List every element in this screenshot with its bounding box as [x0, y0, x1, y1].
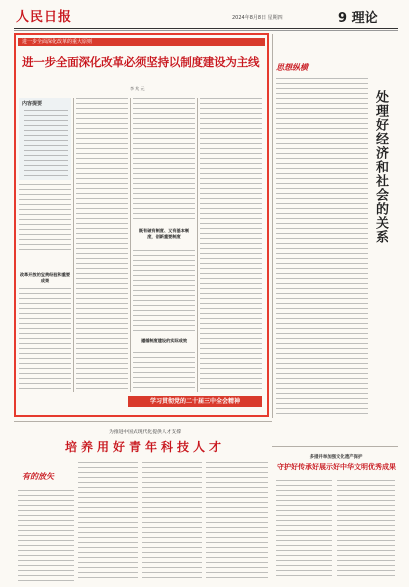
- dateline: 2024年8月8日 星期四: [232, 15, 283, 21]
- article-column-1b: [19, 288, 71, 392]
- right-column-text: [276, 78, 368, 418]
- left-bottom-title[interactable]: 培养用好青年科技人才: [64, 440, 225, 454]
- summary-text: [24, 110, 68, 178]
- study-banner: 学习贯彻党的二十届三中全会精神: [128, 396, 262, 407]
- column-divider: [130, 98, 131, 392]
- article-column-1a: [19, 184, 71, 254]
- left-bottom-col-1: [18, 490, 74, 582]
- right-bottom-col-1: [276, 480, 332, 580]
- article-column-4: [200, 98, 262, 392]
- column-divider: [272, 34, 273, 418]
- article-column-3b: [133, 250, 195, 332]
- column-name-youfang: 有的放矢: [22, 471, 54, 481]
- section-divider: [14, 421, 272, 422]
- feature-headline[interactable]: 进一步全面深化改革必须坚持以制度建设为主线: [22, 55, 260, 69]
- article-subhead-3: 遵循制度建设的实际成效: [140, 338, 188, 343]
- left-bottom-col-2: [78, 462, 138, 582]
- article-column-3a: [133, 98, 195, 222]
- feature-banner: 进一步全面深化改革的重大原则: [18, 38, 265, 46]
- left-bottom-col-4: [206, 462, 268, 582]
- left-bottom-subtitle: 为推进中国式现代化提供人才支撑: [109, 430, 181, 435]
- summary-title: 内容提要: [22, 101, 43, 107]
- article-subhead-1: 改革开放的宝贵经验和重要成果: [19, 272, 71, 283]
- section-divider: [272, 446, 398, 447]
- right-bottom-col-2: [337, 480, 395, 580]
- feature-byline: 李 兆 元: [130, 86, 145, 91]
- paper-masthead: 人民日报: [16, 10, 73, 25]
- top-rule: [14, 28, 398, 29]
- page-label: 9 理论: [338, 11, 378, 26]
- left-bottom-col-3: [142, 462, 202, 582]
- vertical-title[interactable]: 处理好经济和社会的关系: [373, 90, 388, 244]
- article-column-2: [76, 98, 128, 392]
- right-bottom-title[interactable]: 守护好传承好展示好中华文明优秀成果: [277, 463, 396, 471]
- article-subhead-2: 既有破有制度、又有基本制度，创新重要制度: [138, 228, 190, 239]
- article-column-3c: [133, 352, 195, 392]
- top-rule-thin: [14, 30, 398, 31]
- column-divider: [197, 98, 198, 392]
- column-name-siweizong: 思想纵横: [276, 62, 308, 72]
- right-bottom-subtitle: 多措并举加强文化遗产保护: [309, 455, 363, 460]
- column-divider: [73, 98, 74, 392]
